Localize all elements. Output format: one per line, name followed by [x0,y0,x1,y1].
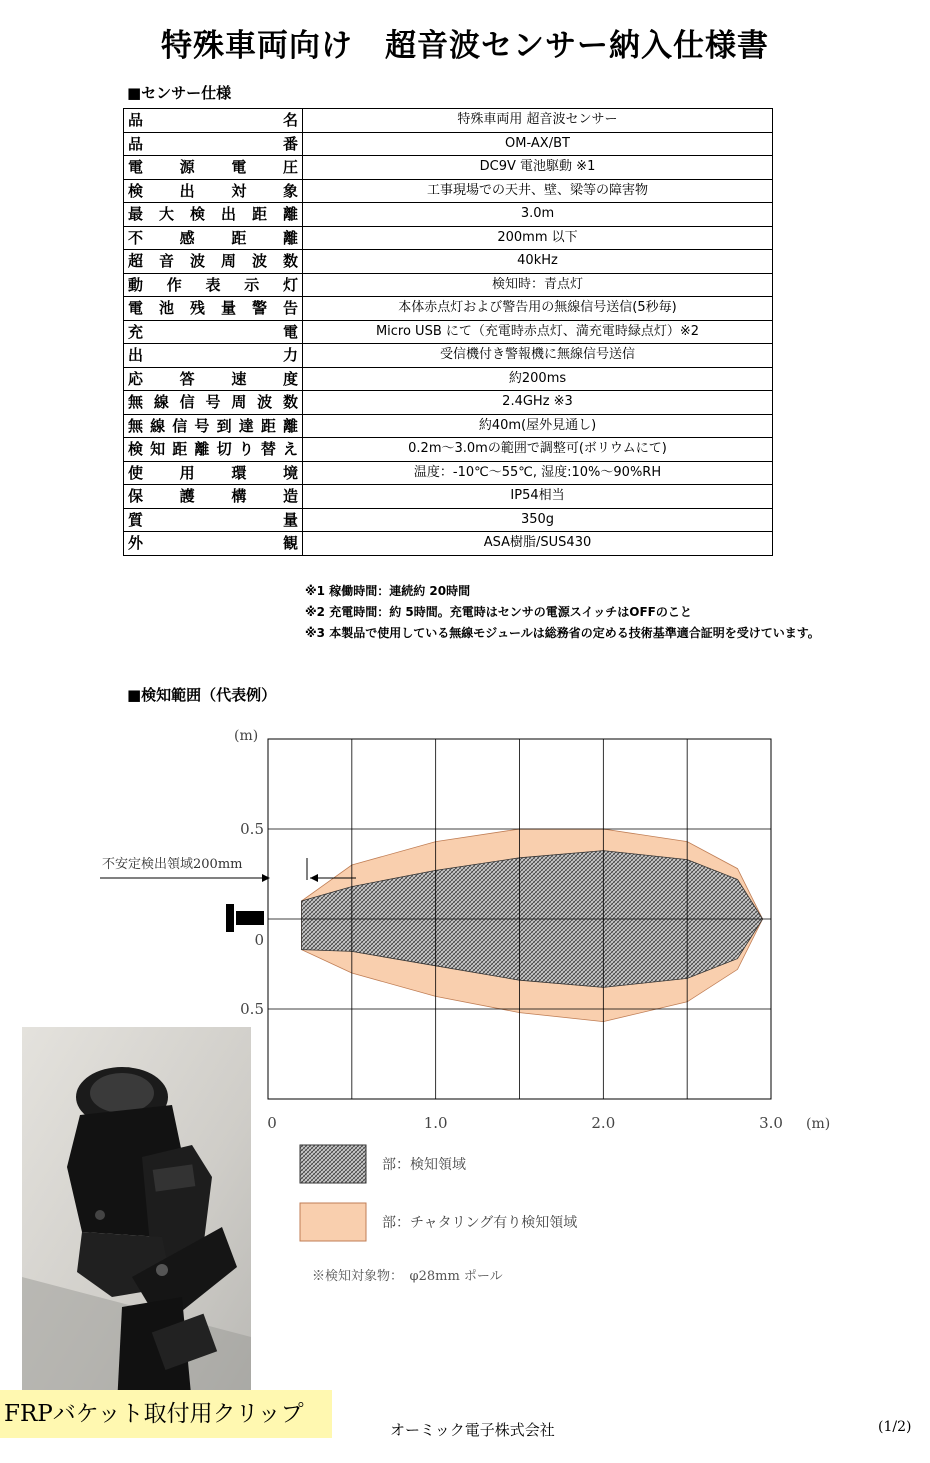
note-2: ※2 充電時間：約 5時間。充電時はセンサの電源スイッチはOFFのこと [305,605,692,619]
clip-caption: FRPバケット取付用クリップ [0,1390,332,1438]
spec-key: 保護構造 [124,485,303,509]
spec-value: 工事現場での天井、壁、梁等の障害物 [303,179,773,203]
spec-row [124,132,773,156]
spec-row [124,297,773,321]
spec-value: 特殊車両用 超音波センサー [303,109,773,133]
spec-key: 超音波周波数 [124,250,303,274]
y-tick-label: 0.5 [240,1000,264,1018]
spec-value: Micro USB にて（充電時赤点灯、満充電時緑点灯）※2 [303,320,773,344]
legend-chatter-swatch [300,1203,366,1241]
spec-key: 電源電圧 [124,156,303,180]
spec-key: 検知距離切り替え [124,438,303,462]
spec-value: 温度：-10℃〜55℃, 湿度:10%〜90%RH [303,461,773,485]
x-tick-label: 3.0 [759,1114,783,1132]
spec-row [124,250,773,274]
x-tick-label: 2.0 [591,1114,616,1132]
unstable-zone-arrowhead [262,874,270,882]
spec-table [123,108,773,556]
spec-key: 無線信号周波数 [124,391,303,415]
clip-photo [22,1027,251,1405]
spec-value: DC9V 電池駆動 ※1 [303,156,773,180]
x-tick-label: 0 [267,1114,277,1132]
note-3: ※3 本製品で使用している無線モジュールは総務省の定める技術基準適合証明を受けています。 [305,626,820,640]
spec-value: 200mm 以下 [303,226,773,250]
spec-value: 0.2m〜3.0mの範囲で調整可(ボリウムにて) [303,438,773,462]
spec-row [124,508,773,532]
spec-row [124,109,773,133]
spec-value: ASA樹脂/SUS430 [303,532,773,556]
spec-value: 受信機付き警報機に無線信号送信 [303,344,773,368]
spec-key: 使用環境 [124,461,303,485]
spec-key: 品名 [124,109,303,133]
spec-row [124,391,773,415]
spec-row [124,320,773,344]
detection-section-heading: ■検知範囲（代表例） [127,686,277,704]
chart-grid [268,739,771,1099]
spec-row [124,203,773,227]
spec-key: 動作表示灯 [124,273,303,297]
spec-value: 350g [303,508,773,532]
spec-row [124,179,773,203]
y-tick-label: 0.5 [240,820,264,838]
spec-row [124,273,773,297]
y-unit-label: (m) [234,728,259,744]
spec-key: 無線信号到達距離 [124,414,303,438]
company-name: オーミック電子株式会社 [390,1421,555,1439]
spec-row [124,156,773,180]
spec-row [124,226,773,250]
spec-value: 約40m(屋外見通し) [303,414,773,438]
spec-key: 充電 [124,320,303,344]
spec-value: OM-AX/BT [303,132,773,156]
spec-row [124,485,773,509]
spec-value: 本体赤点灯および警告用の無線信号送信(5秒毎) [303,297,773,321]
spec-key: 品番 [124,132,303,156]
legend-detect-label: 部：検知領域 [382,1157,466,1173]
spec-value: 3.0m [303,203,773,227]
sensor-icon [226,904,264,932]
spec-value: IP54相当 [303,485,773,509]
spec-value: 40kHz [303,250,773,274]
spec-row [124,461,773,485]
note-1: ※1 稼働時間：連続約 20時間 [305,584,471,598]
spec-row [124,367,773,391]
spec-key: 質量 [124,508,303,532]
spec-value: 検知時：青点灯 [303,273,773,297]
spec-row [124,414,773,438]
y-tick-label: 0 [254,931,264,949]
spec-key: 電池残量警告 [124,297,303,321]
spec-key: 最大検出距離 [124,203,303,227]
spec-value: 約200ms [303,367,773,391]
page-number: (1/2) [878,1419,912,1435]
spec-key: 外観 [124,532,303,556]
spec-key: 出力 [124,344,303,368]
dead-zone-arrowhead [310,874,318,882]
x-tick-label: 1.0 [423,1114,448,1132]
spec-key: 検出対象 [124,179,303,203]
spec-key: 不感距離 [124,226,303,250]
spec-row [124,438,773,462]
target-note: ※検知対象物： φ28mm ポール [312,1269,503,1284]
spec-value: 2.4GHz ※3 [303,391,773,415]
page-title: 特殊車両向け 超音波センサー納入仕様書 [161,28,769,64]
spec-row [124,344,773,368]
unstable-zone-label: 不安定検出領域200mm [102,857,243,872]
spec-key: 応答速度 [124,367,303,391]
spec-row [124,532,773,556]
spec-section-heading: ■センサー仕様 [127,84,232,102]
x-unit-label: (m) [806,1116,831,1132]
legend-chatter-label: 部：チャタリング有り検知領域 [382,1215,578,1231]
legend-detect-swatch [300,1145,366,1183]
